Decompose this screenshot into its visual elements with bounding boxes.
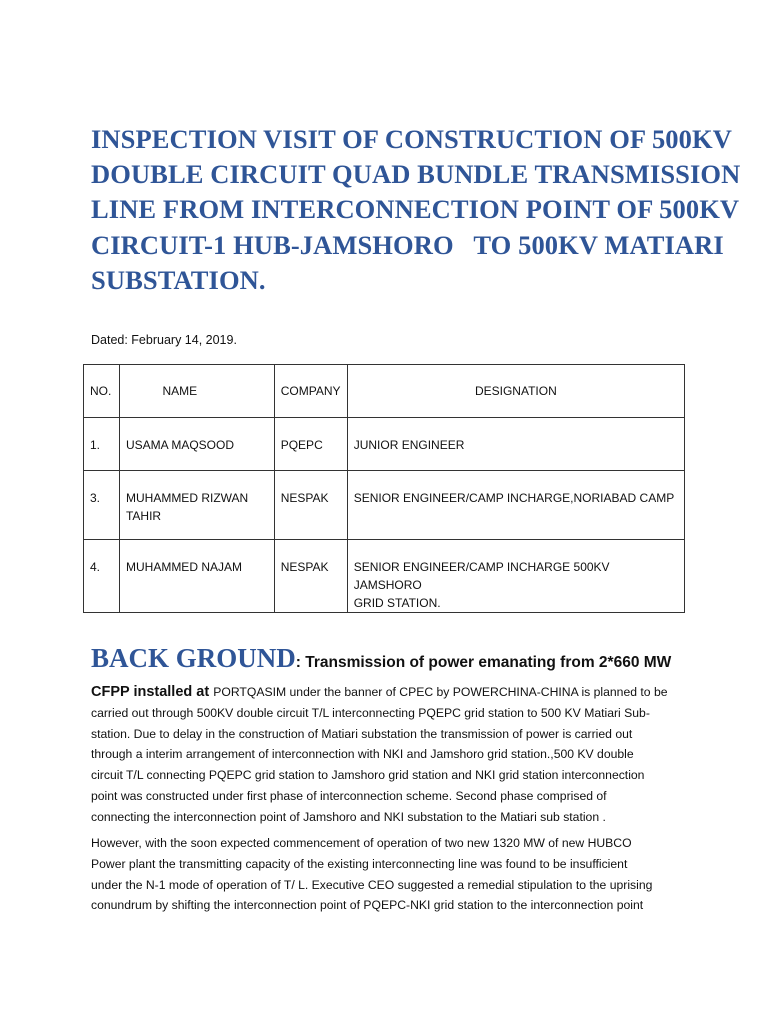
cell-name-text: MUHAMMED NAJAM (125, 560, 242, 574)
paragraph-line: conundrum by shifting the interconnection point of PQEPC-NKI grid station to the interconnection point (91, 898, 644, 913)
document-title (91, 122, 741, 298)
title-line: CIRCUIT-1 HUB-JAMSHORO TO 500KV MATIARI (91, 229, 724, 260)
title-line: SUBSTATION. (91, 264, 266, 295)
background-heading-subtitle: : Transmission of power emanating from 2*660 MW (295, 654, 672, 671)
cell-designation-line: SENIOR ENGINEER/CAMP INCHARGE 500KV JAMSHORO (353, 560, 610, 592)
cell-designation-text: SENIOR ENGINEER/CAMP INCHARGE,NORIABAD CAMP (353, 491, 675, 505)
header-name-label: NAME (162, 384, 198, 398)
header-designation-label: DESIGNATION (474, 384, 557, 398)
cell-designation-text (348, 540, 684, 612)
cell-company-text: NESPAK (280, 491, 329, 505)
cell-no (84, 471, 120, 540)
paragraph-line: station. Due to delay in the construction of Matiari substation the transmission of power is carried out (91, 726, 633, 741)
title-line: INSPECTION VISIT OF CONSTRUCTION OF 500KV (91, 124, 732, 154)
table-row (84, 471, 685, 540)
cell-designation (347, 540, 684, 613)
paragraph-line: Power plant the transmitting capacity of the existing interconnecting line was found to be insufficient (91, 856, 628, 871)
paragraph-line: carried out through 500KV double circuit T/L interconnecting PQEPC grid station to 500 KV Matiari Sub- (91, 705, 650, 720)
cell-name (119, 418, 274, 471)
background-paragraph-2 (91, 833, 691, 916)
cell-designation (347, 471, 684, 540)
cell-name-line: MUHAMMED RIZWAN (125, 491, 249, 505)
cell-company (274, 471, 347, 540)
cell-no (84, 540, 120, 613)
paragraph-lead: CFPP installed at (91, 684, 214, 700)
cell-name (119, 471, 274, 540)
cell-name-line: TAHIR (125, 509, 162, 523)
table-row (84, 418, 685, 471)
paragraph-line: connecting the interconnection point of Jamshoro and NKI substation to the Matiari sub station . (91, 809, 606, 824)
cell-no-text: 1. (90, 438, 101, 452)
cell-no-text: 4. (90, 560, 101, 574)
cell-name-text (120, 471, 274, 525)
background-heading (91, 643, 671, 674)
cell-name-text: USAMA MAQSOOD (125, 438, 235, 452)
paragraph-line (91, 682, 691, 703)
inspection-team-table (83, 364, 685, 613)
cell-company (274, 540, 347, 613)
title-line: DOUBLE CIRCUIT QUAD BUNDLE TRANSMISSION (91, 159, 741, 190)
paragraph-line: under the N-1 mode of operation of T/ L. Executive CEO suggested a remedial stipulation to the uprising (91, 877, 653, 892)
cell-designation-text: JUNIOR ENGINEER (353, 438, 465, 452)
paragraph-line: through a interim arrangement of interconnection with NKI and Jamshoro grid station.,500 KV double (91, 747, 634, 762)
header-name (119, 365, 274, 418)
table-row (84, 540, 685, 613)
cell-company-text: PQEPC (280, 438, 323, 452)
cell-company (274, 418, 347, 471)
background-paragraph-1 (91, 682, 691, 828)
paragraph-line-text: PORTQASIM under the banner of CPEC by POWERCHINA-CHINA is planned to be (213, 685, 668, 699)
paragraph-line: point was constructed under first phase of interconnection scheme. Second phase comprised of (91, 788, 607, 803)
cell-no (84, 418, 120, 471)
header-company (274, 365, 347, 418)
cell-designation-line: GRID STATION. (353, 596, 441, 610)
header-no (84, 365, 120, 418)
title-line: LINE FROM INTERCONNECTION POINT OF 500KV (91, 194, 740, 225)
cell-company-text: NESPAK (280, 560, 329, 574)
header-designation (347, 365, 684, 418)
cell-name (119, 540, 274, 613)
date-line: Dated: February 14, 2019. (91, 333, 237, 347)
cell-no-text: 3. (90, 491, 101, 505)
background-heading-title: BACK GROUND (91, 643, 296, 673)
paragraph-line: However, with the soon expected commencement of operation of two new 1320 MW of new HUBCO (91, 836, 632, 850)
cell-designation (347, 418, 684, 471)
table-header-row (84, 365, 685, 418)
paragraph-line: circuit T/L connecting PQEPC grid station to Jamshoro grid station and NKI grid station interconnection (91, 768, 645, 783)
header-company-label: COMPANY (280, 384, 341, 398)
header-no-label: NO. (90, 384, 112, 398)
